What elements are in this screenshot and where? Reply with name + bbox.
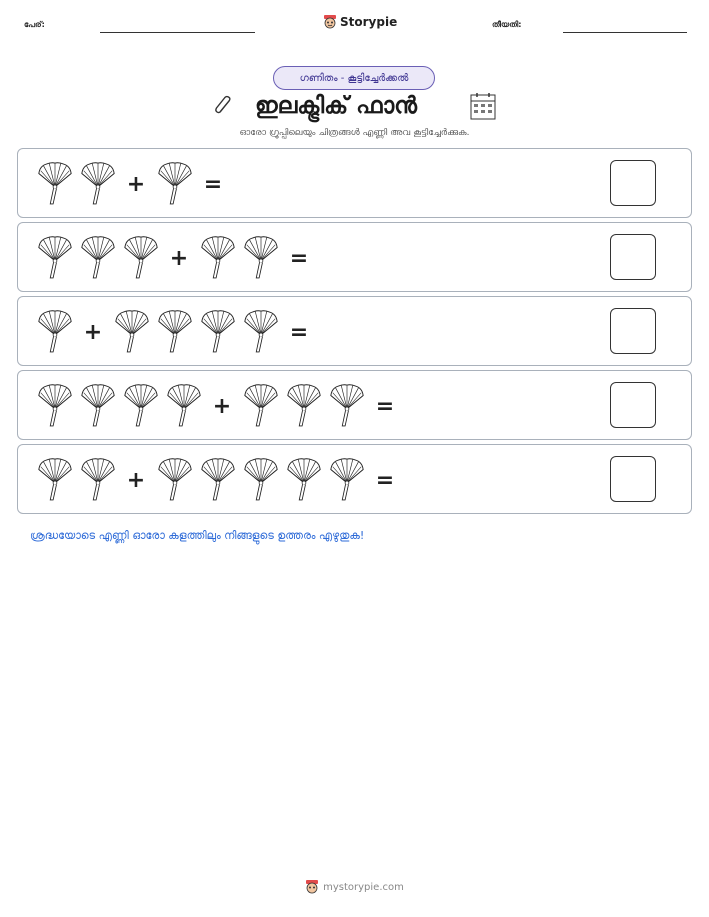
hand-fan-icon <box>122 384 160 428</box>
hand-fan-icon <box>156 310 194 354</box>
brand-logo <box>323 14 397 30</box>
storypie-mascot-icon <box>323 14 337 30</box>
hand-fan-icon <box>242 310 280 354</box>
brand-name: Storypie <box>340 15 398 29</box>
equation <box>36 297 319 367</box>
problem-row <box>17 296 692 366</box>
plus-sign: + <box>212 393 232 419</box>
hand-fan-icon <box>79 162 117 206</box>
answer-box[interactable] <box>610 456 656 502</box>
equals-sign: = <box>203 171 223 197</box>
hand-fan-icon <box>165 384 203 428</box>
hand-fan-icon <box>199 310 237 354</box>
hand-fan-icon <box>328 458 366 502</box>
answer-box[interactable] <box>610 382 656 428</box>
answer-box[interactable] <box>610 160 656 206</box>
paperclip-icon <box>212 94 236 118</box>
hand-fan-icon <box>285 458 323 502</box>
hand-fan-icon <box>36 236 74 280</box>
hand-fan-icon <box>156 162 194 206</box>
hand-fan-icon <box>199 458 237 502</box>
answer-box[interactable] <box>610 308 656 354</box>
hand-fan-icon <box>328 384 366 428</box>
hand-fan-icon <box>242 236 280 280</box>
name-write-line[interactable] <box>100 32 255 33</box>
worksheet-header <box>0 14 709 38</box>
footer-instruction: ശ്രദ്ധയോടെ എണ്ണി ഓരോ കളത്തിലും നിങ്ങളുടെ ഉത്തരം എഴുതുക! <box>30 529 365 542</box>
hand-fan-icon <box>122 236 160 280</box>
equals-sign: = <box>289 319 309 345</box>
hand-fan-icon <box>36 162 74 206</box>
equation <box>36 149 233 219</box>
hand-fan-icon <box>79 458 117 502</box>
hand-fan-icon <box>242 384 280 428</box>
worksheet-title: ഇലക്ട്രിക് ഫാൻ <box>255 93 417 119</box>
title-row <box>0 90 709 122</box>
plus-sign: + <box>169 245 189 271</box>
equals-sign: = <box>289 245 309 271</box>
equation <box>36 371 405 441</box>
problem-row <box>17 148 692 218</box>
name-label: പേര്: <box>24 20 45 29</box>
hand-fan-icon <box>199 236 237 280</box>
equation <box>36 223 319 293</box>
hand-fan-icon <box>285 384 323 428</box>
answer-box[interactable] <box>610 234 656 280</box>
hand-fan-icon <box>156 458 194 502</box>
hand-fan-icon <box>242 458 280 502</box>
equals-sign: = <box>375 467 395 493</box>
hand-fan-icon <box>113 310 151 354</box>
footer <box>0 879 709 895</box>
problem-row <box>17 370 692 440</box>
topic-pill: ഗണിതം - കൂട്ടിച്ചേർക്കൽ <box>273 66 435 90</box>
plus-sign: + <box>126 171 146 197</box>
problem-row <box>17 222 692 292</box>
date-write-line[interactable] <box>563 32 687 33</box>
storypie-mascot-icon <box>305 879 319 895</box>
footer-url[interactable]: mystorypie.com <box>323 881 404 893</box>
equals-sign: = <box>375 393 395 419</box>
plus-sign: + <box>126 467 146 493</box>
problem-row <box>17 444 692 514</box>
hand-fan-icon <box>79 384 117 428</box>
hand-fan-icon <box>36 384 74 428</box>
hand-fan-icon <box>36 310 74 354</box>
instruction-text: ഓരോ ഗ്രൂപ്പിലെയും ചിത്രങ്ങൾ എണ്ണി അവ കൂട്ടിച്ചേർക്കുക. <box>239 128 470 138</box>
plus-sign: + <box>83 319 103 345</box>
hand-fan-icon <box>79 236 117 280</box>
equation <box>36 445 405 515</box>
calendar-icon <box>468 92 498 122</box>
date-label: തീയതി: <box>492 20 522 29</box>
hand-fan-icon <box>36 458 74 502</box>
